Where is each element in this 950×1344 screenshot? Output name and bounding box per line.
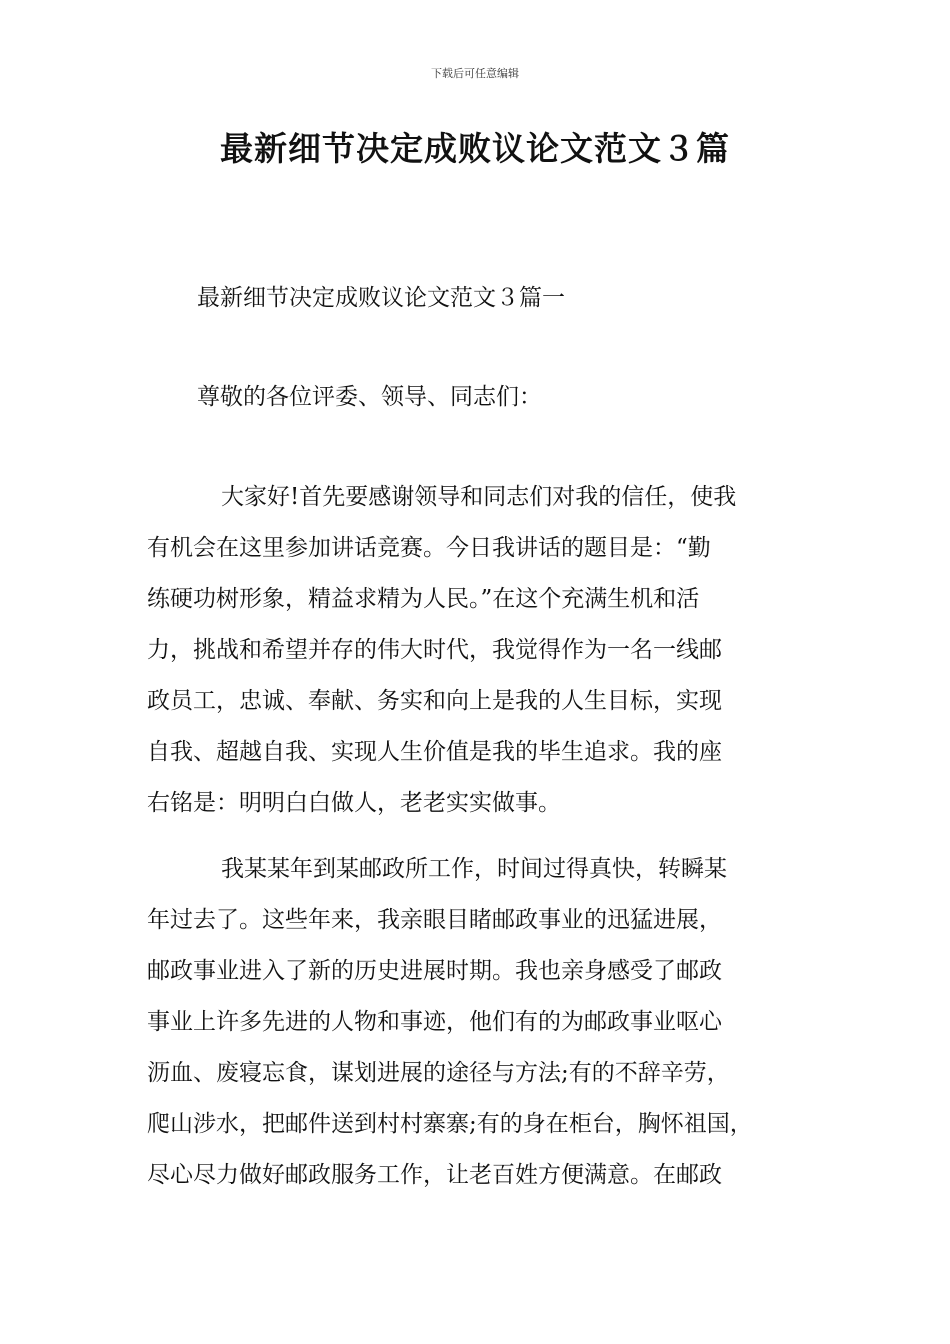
paragraph-line: 自我、超越自我、实现人生价值是我的毕生追求。我的座 xyxy=(147,739,722,765)
paragraph-line: 政员工，忠诚、奉献、务实和向上是我的人生目标，实现 xyxy=(147,688,722,714)
paragraph-2 xyxy=(147,852,819,1209)
paragraph-line: 事业上许多先进的人物和事迹，他们有的为邮政事业呕心 xyxy=(147,1009,722,1035)
paragraph-line: 我某某年到某邮政所工作，时间过得真快，转瞬某 xyxy=(221,856,727,882)
paragraph-line: 年过去了。这些年来，我亲眼目睹邮政事业的迅猛进展， xyxy=(147,907,722,933)
paragraph-line: 右铭是：明明白白做人，老老实实做事。 xyxy=(147,790,561,816)
salutation: 尊敬的各位评委、领导、同志们： xyxy=(197,384,542,410)
paragraph-line: 邮政事业进入了新的历史进展时期。我也亲身感受了邮政 xyxy=(147,958,722,984)
paragraph-line: 练硬功树形象，精益求精为人民。”在这个充满生机和活 xyxy=(147,586,700,612)
section-heading: 最新细节决定成败议论文范文３篇一 xyxy=(197,285,565,311)
paragraph-line: 力，挑战和希望并存的伟大时代，我觉得作为一名一线邮 xyxy=(147,637,722,663)
paragraph-line: 有机会在这里参加讲话竞赛。今日我讲话的题目是：“勤 xyxy=(147,535,711,561)
paragraph-1 xyxy=(147,480,819,837)
paragraph-line: 大家好!首先要感谢领导和同志们对我的信任，使我 xyxy=(221,484,737,510)
header-note: 下载后可任意编辑 xyxy=(431,67,519,80)
paragraph-line: 爬山涉水，把邮件送到村村寨寨;有的身在柜台，胸怀祖国， xyxy=(147,1111,753,1137)
paragraph-line: 尽心尽力做好邮政服务工作，让老百姓方便满意。在邮政 xyxy=(147,1162,722,1188)
document-title: 最新细节决定成败议论文范文３篇 xyxy=(220,129,730,168)
paragraph-line: 沥血、废寝忘食，谋划进展的途径与方法;有的不辞辛劳， xyxy=(147,1060,730,1086)
